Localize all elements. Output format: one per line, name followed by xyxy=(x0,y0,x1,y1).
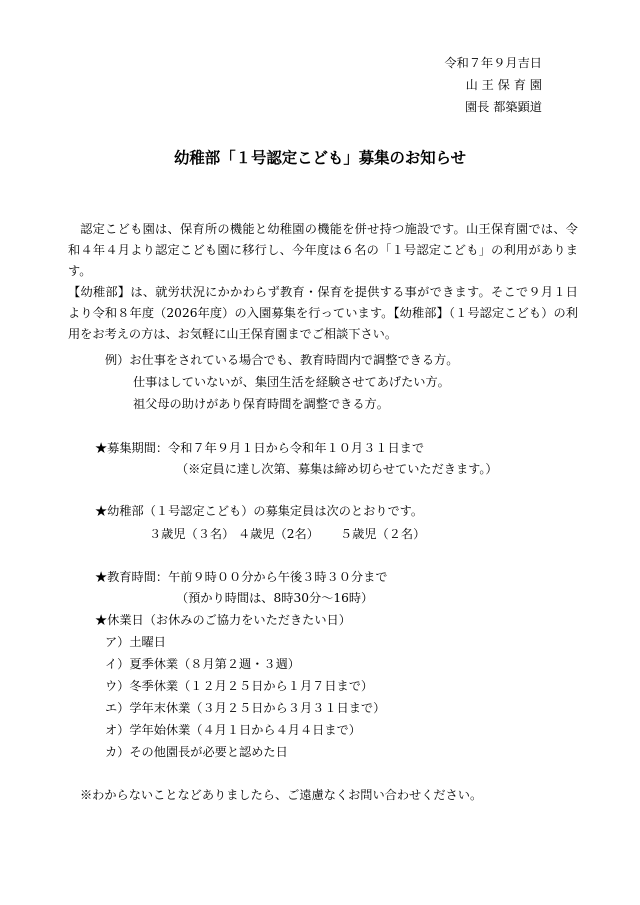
holiday-item: カ）その他園長が必要と認めた日 xyxy=(105,745,288,759)
intro-section xyxy=(68,219,578,345)
page-title: 幼稚部「１号認定こども」募集のお知らせ xyxy=(174,149,466,167)
education-hours: ★教育時間：午前９時００分から午後３時３０分まで xyxy=(95,570,388,584)
capacity-age-5: ５歳児（２名） xyxy=(340,527,426,541)
education-hours-note: （預かり時間は、8時30分〜16時） xyxy=(176,591,374,605)
capacity-age-3: ３歳児（３名） xyxy=(149,527,235,541)
organization-name: 山 王 保 育 園 xyxy=(465,78,542,92)
capacity-heading: ★幼稚部（１号認定こども）の募集定員は次のとおりです。 xyxy=(95,504,424,518)
holiday-item: ア）土曜日 xyxy=(105,635,166,649)
issue-date: 令和７年９月吉日 xyxy=(444,56,542,70)
recruit-period-note: （※定員に達し次第、募集は締め切らせていただきます。） xyxy=(176,462,498,476)
holiday-item: ウ）冬季休業（１２月２５日から１月７日まで） xyxy=(105,679,374,693)
holiday-item: エ）学年末休業（３月２５日から３月３１日まで） xyxy=(105,701,386,715)
signer-name: 園長 都築顕道 xyxy=(465,100,542,114)
example-line-1: 例）お仕事をされている場合でも、教育時間内で調整できる方。 xyxy=(105,353,459,367)
example-line-3: 祖父母の助けがあり保育時間を調整できる方。 xyxy=(133,397,389,411)
intro-paragraph-1: 認定こども園は、保育所の機能と幼稚園の機能を併せ持つ施設です。山王保育園では、令和４年４月より認定こども園に移行し、今年度は６名の「１号認定こども」の利用があります。 xyxy=(68,222,578,278)
recruit-period: ★募集期間：令和７年９月１日から令和年１０月３１日まで xyxy=(95,441,425,455)
example-line-2: 仕事はしていないが、集団生活を経験させてあげたい方。 xyxy=(133,375,450,389)
holiday-item: イ）夏季休業（８月第２週・３週） xyxy=(105,657,300,671)
holiday-item: オ）学年始休業（４月１日から４月４日まで） xyxy=(105,723,361,737)
capacity-age-4: ４歳児（2名） xyxy=(238,527,319,541)
footer-note: ※わからないことなどありましたら、ご遠慮なくお問い合わせください。 xyxy=(80,788,483,802)
intro-paragraph-2: 【幼稚部】は、就労状況にかかわらず教育・保育を提供する事ができます。そこで９月１日より令和８年度（2026年度）の入園募集を行っています。【幼稚部】（１号認定こども）の利用をお考えの方は、お気軽に山王保育園までご相談下さい。 xyxy=(68,285,578,341)
holidays-heading: ★休業日（お休みのご協力をいただきたい日） xyxy=(95,613,351,627)
